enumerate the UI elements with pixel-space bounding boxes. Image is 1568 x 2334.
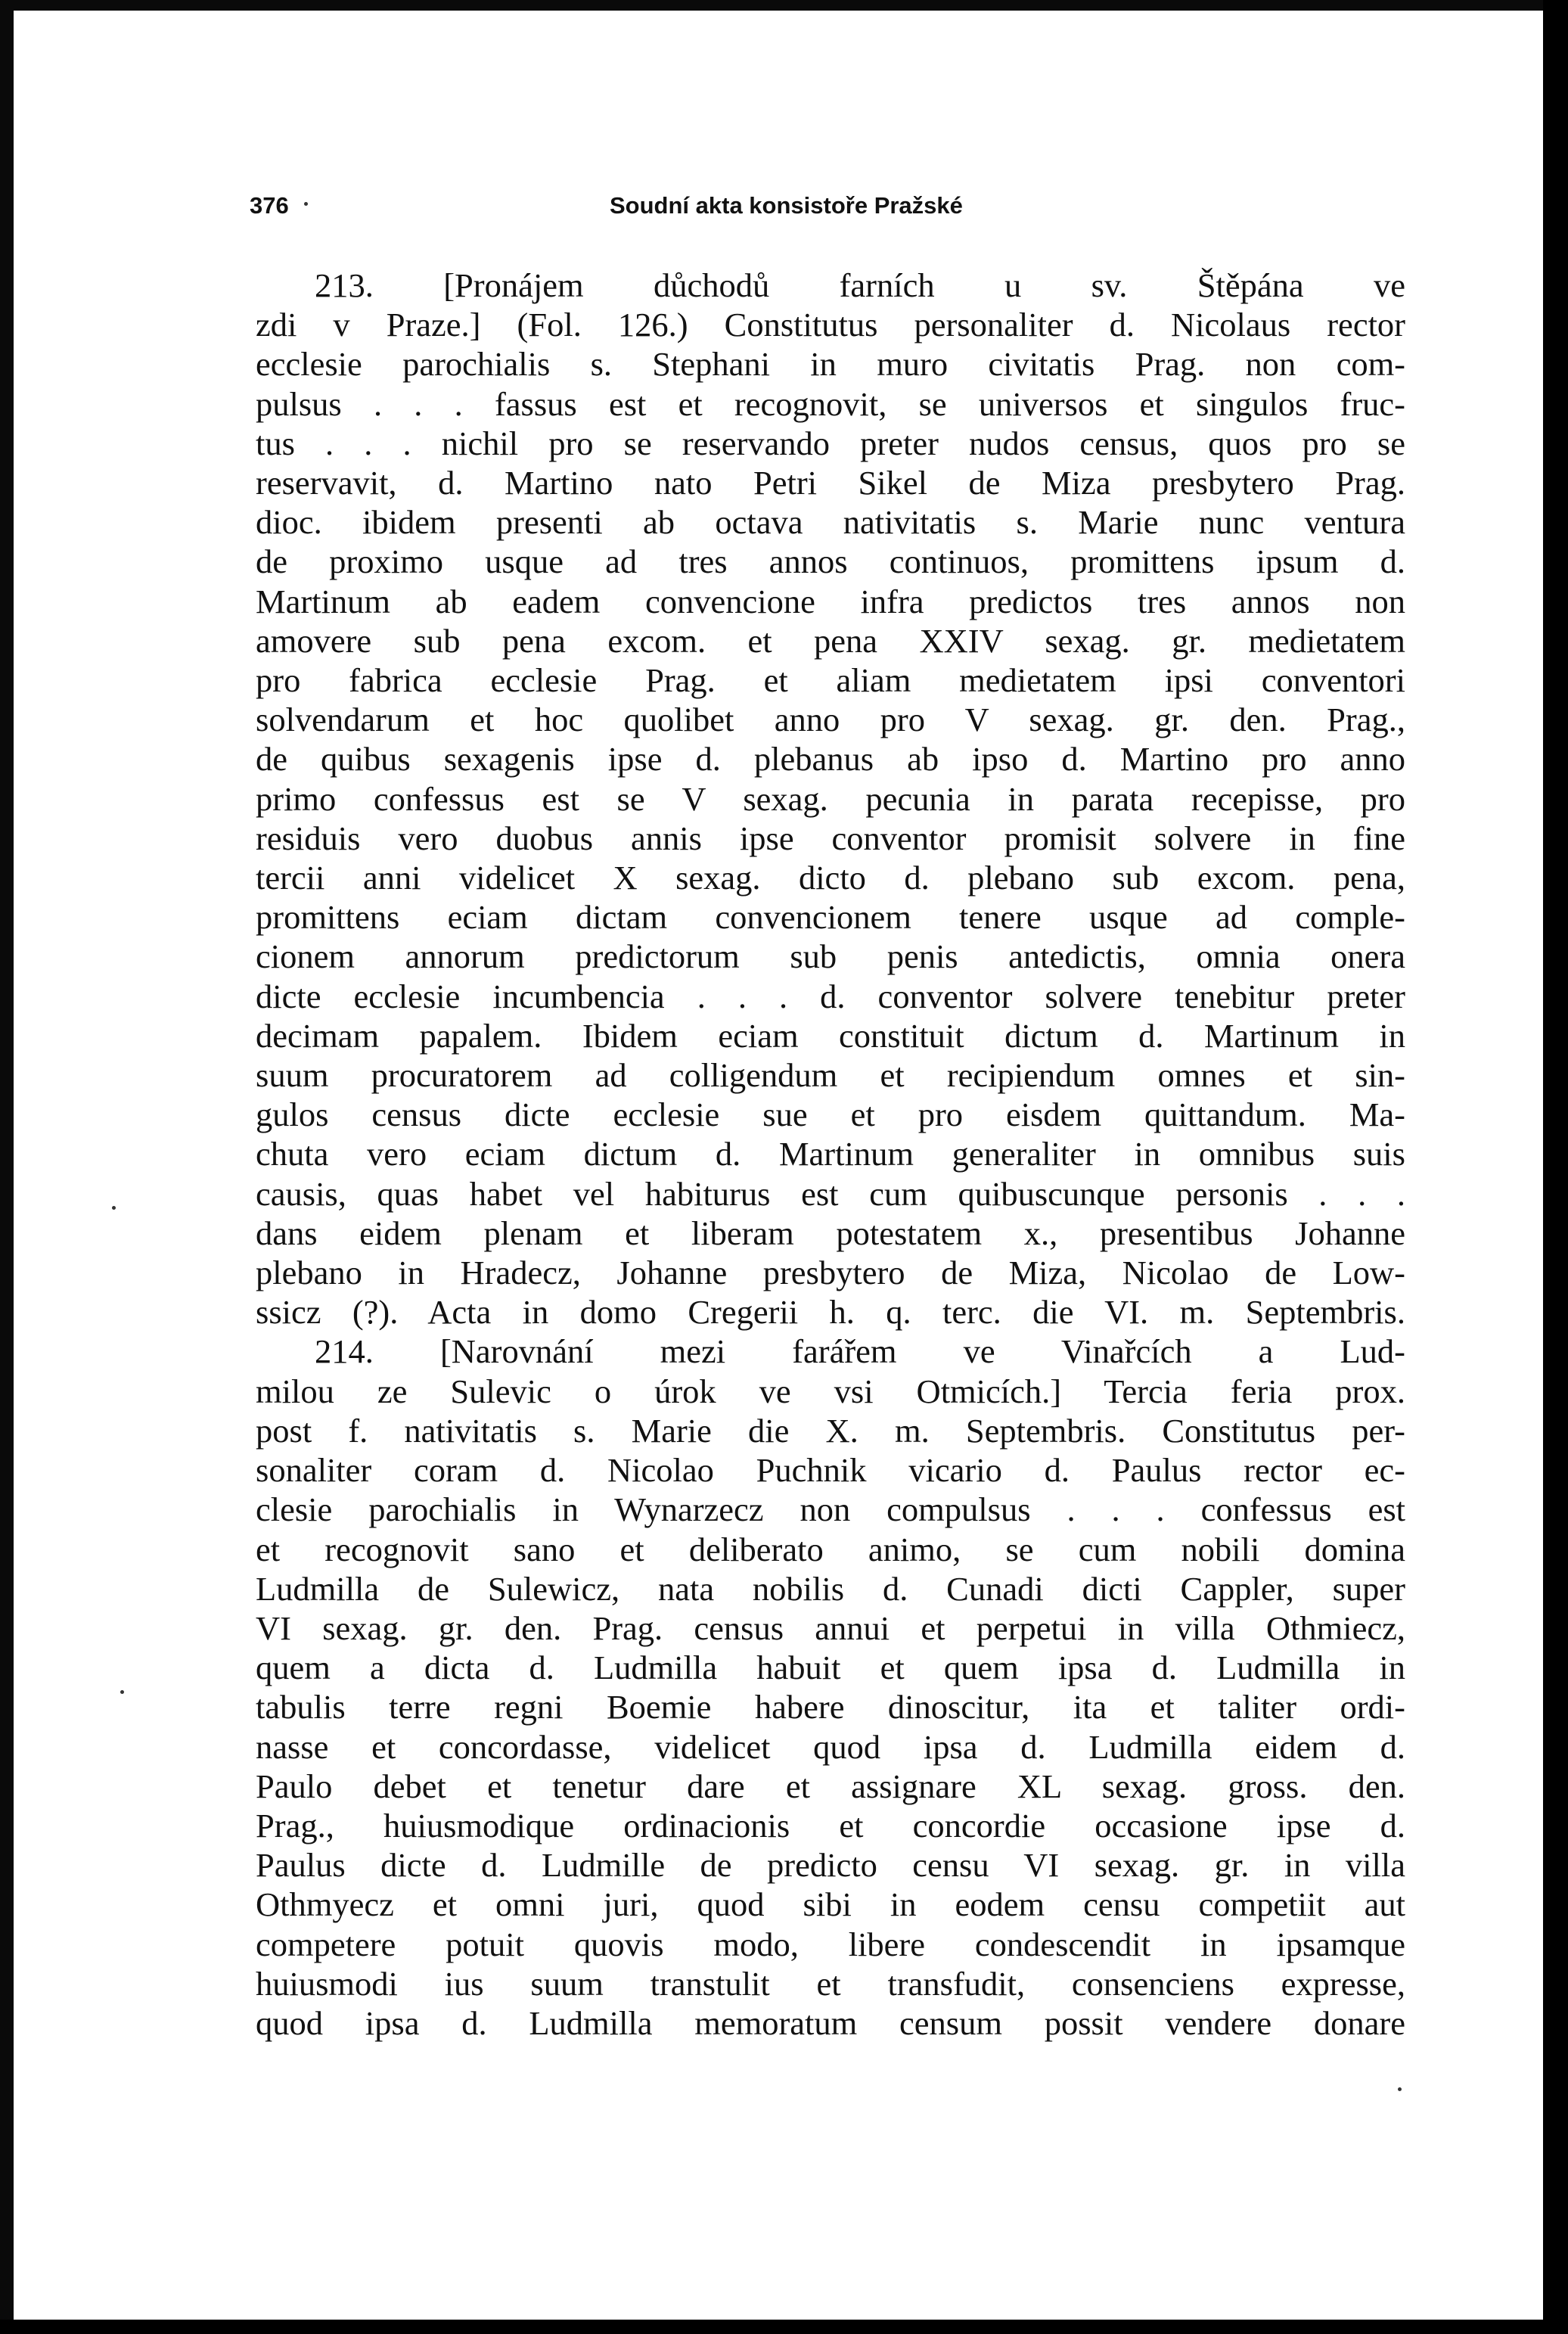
text-line: sonaliter coram d. Nicolao Puchnik vicario d. Paulus rector ec-: [256, 1451, 1405, 1490]
text-line: clesie parochialis in Wynarzecz non compulsus . . . confessus est: [256, 1490, 1405, 1529]
text-line: Paulo debet et tenetur dare et assignare XL sexag. gross. den.: [256, 1767, 1405, 1805]
text-line: quem a dicta d. Ludmilla habuit et quem ipsa d. Ludmilla in: [256, 1649, 1405, 1687]
text-line: promittens eciam dictam convencionem tenere usque ad comple-: [256, 898, 1405, 937]
text-line: 214. [Narovnání mezi farářem ve Vinařcích a Lud-: [315, 1332, 1405, 1371]
scan-speck: [112, 1206, 116, 1210]
text-line: Othmyecz et omni juri, quod sibi in eodem censu competiit aut: [256, 1885, 1405, 1924]
text-line: pulsus . . . fassus est et recognovit, se universos et singulos fruc-: [256, 384, 1405, 423]
text-line: chuta vero eciam dictum d. Martinum generaliter in omnibus suis: [256, 1135, 1405, 1173]
text-line: quod ipsa d. Ludmilla memoratum censum possit vendere donare: [256, 2003, 1405, 2042]
text-line: reservavit, d. Martino nato Petri Sikel de Miza presbytero Prag.: [256, 464, 1405, 502]
text-line: ssicz (?). Acta in domo Cregerii h. q. terc. die VI. m. Septembris.: [256, 1293, 1405, 1332]
text-line: et recognovit sano et deliberato animo, se cum nobili domina: [256, 1530, 1405, 1568]
text-line: dioc. ibidem presenti ab octava nativitatis s. Marie nunc ventura: [256, 503, 1405, 542]
scan-speck: [120, 1690, 124, 1694]
text-line: Paulus dicte d. Ludmille de predicto censu VI sexag. gr. in villa: [256, 1846, 1405, 1885]
scan-edge-right: [1543, 0, 1568, 2334]
text-line: zdi v Praze.] (Fol. 126.) Constitutus personaliter d. Nicolaus rector: [256, 306, 1405, 344]
scan-edge-bottom: [0, 2320, 1568, 2334]
text-line: amovere sub pena excom. et pena XXIV sexag. gr. medietatem: [256, 621, 1405, 660]
book-page: [14, 11, 1543, 2320]
text-line: dans eidem plenam et liberam potestatem x., presentibus Johanne: [256, 1214, 1405, 1252]
entry-213: [256, 266, 1405, 1332]
text-line: Martinum ab eadem convencione infra predictos tres annos non: [256, 582, 1405, 620]
running-head: Soudní akta konsistoře Pražské: [610, 192, 963, 219]
scan-speck: [304, 202, 308, 206]
text-line: cionem annorum predictorum sub penis antedictis, omnia onera: [256, 937, 1405, 976]
text-line: VI sexag. gr. den. Prag. census annui et perpetui in villa Othmiecz,: [256, 1608, 1405, 1647]
text-line: post f. nativitatis s. Marie die X. m. Septembris. Constitutus per-: [256, 1411, 1405, 1450]
text-line: plebano in Hradecz, Johanne presbytero de Miza, Nicolao de Low-: [256, 1254, 1405, 1292]
text-line: tus . . . nichil pro se reservando preter nudos census, quos pro se: [256, 424, 1405, 462]
scan-speck: [1398, 2087, 1402, 2091]
text-line: suum procuratorem ad colligendum et recipiendum omnes et sin-: [256, 1056, 1405, 1095]
text-line: competere potuit quovis modo, libere condescendit in ipsamque: [256, 1925, 1405, 1963]
text-line: gulos census dicte ecclesie sue et pro eisdem quittandum. Ma-: [256, 1096, 1405, 1134]
text-line: nasse et concordasse, videlicet quod ipsa d. Ludmilla eidem d.: [256, 1727, 1405, 1766]
text-line: primo confessus est se V sexag. pecunia in parata recepisse, pro: [256, 779, 1405, 818]
text-line: de quibus sexagenis ipse d. plebanus ab ipso d. Martino pro anno: [256, 740, 1405, 779]
text-line: milou ze Sulevic o úrok ve vsi Otmicích.] Tercia feria prox.: [256, 1372, 1405, 1410]
text-line: 213. [Pronájem důchodů farních u sv. Štěpána ve: [315, 266, 1405, 304]
text-line: Prag., huiusmodique ordinacionis et concordie occasione ipse d.: [256, 1806, 1405, 1845]
text-line: decimam papalem. Ibidem eciam constituit dictum d. Martinum in: [256, 1016, 1405, 1055]
text-line: ecclesie parochialis s. Stephani in muro civitatis Prag. non com-: [256, 345, 1405, 384]
text-line: causis, quas habet vel habiturus est cum quibuscunque personis . . .: [256, 1174, 1405, 1213]
text-line: tercii anni videlicet X sexag. dicto d. plebano sub excom. pena,: [256, 859, 1405, 897]
page-number: 376: [250, 192, 289, 219]
text-line: tabulis terre regni Boemie habere dinoscitur, ita et taliter ordi-: [256, 1688, 1405, 1726]
text-line: huiusmodi ius suum transtulit et transfudit, consenciens expresse,: [256, 1964, 1405, 2003]
text-line: Ludmilla de Sulewicz, nata nobilis d. Cunadi dicti Cappler, super: [256, 1569, 1405, 1608]
text-line: residuis vero duobus annis ipse conventor promisit solvere in fine: [256, 819, 1405, 857]
entry-214: [256, 1332, 1405, 2043]
text-line: pro fabrica ecclesie Prag. et aliam medietatem ipsi conventori: [256, 661, 1405, 700]
text-line: dicte ecclesie incumbencia . . . d. conventor solvere tenebitur preter: [256, 977, 1405, 1015]
text-line: solvendarum et hoc quolibet anno pro V sexag. gr. den. Prag.,: [256, 701, 1405, 739]
main-text: [256, 266, 1405, 2043]
text-line: de proximo usque ad tres annos continuos, promittens ipsum d.: [256, 542, 1405, 581]
